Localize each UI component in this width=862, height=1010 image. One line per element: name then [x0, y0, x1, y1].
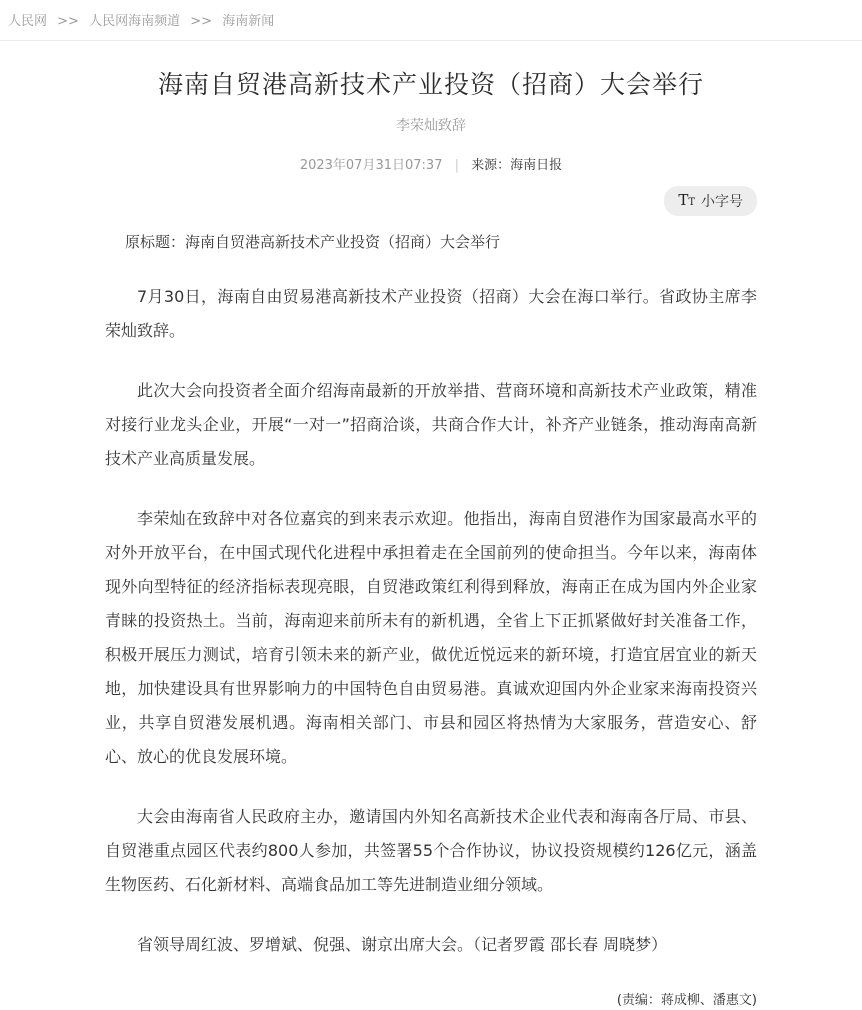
paragraph-5: 省领导周红波、罗增斌、倪强、谢京出席大会。（记者罗霞 邵长春 周晓梦） — [137, 934, 668, 954]
source-label: 来源： — [471, 157, 511, 173]
breadcrumb-separator: >> — [190, 14, 213, 29]
breadcrumb-link-hainan-channel[interactable]: 人民网海南频道 — [89, 14, 181, 29]
paragraph-3: 李荣灿在致辞中对各位嘉宾的到来表示欢迎。他指出，海南自贸港作为国家最高水平的对外开放平台，在中国式现代化进程中承担着走在全国前列的使命担当。今年以来，海南体现外向型特征的经济指标表现亮眼，自贸港政策红利得到释放，海南正在成为国内外企业家青睐的投资热土。当前，海南迎来前所未有的新机遇，全省上下正抓紧做好封关准备工作，积极开展压力测试，培育引领未来的新产业，做优近悦远来的新环境，打造宜居宜业的新天地，加快建设具有世界影响力的中国特色自由贸易港。真诚欢迎国内外企业家来海南投资兴业，共享自贸港发展机遇。海南相关部门、市县和园区将热情为大家服务，营造安心、舒心、放心的优良发展环境。 — [105, 508, 757, 766]
meta-separator: | — [454, 157, 459, 173]
small-font-button-label: 小字号 — [701, 193, 743, 210]
original-title-label: 原标题： — [125, 232, 186, 251]
article-subtitle: 李荣灿致辞 — [396, 117, 466, 134]
publish-date: 2023年07月31日07:37 — [299, 157, 443, 173]
editors-line: (责编：蒋成柳、潘惠文) — [616, 992, 757, 1008]
original-title-line — [105, 230, 757, 254]
article-header — [0, 69, 862, 216]
breadcrumb-link-hainan-news[interactable]: 海南新闻 — [222, 14, 275, 29]
paragraph-2: 此次大会向投资者全面介绍海南最新的开放举措、营商环境和高新技术产业政策，精准对接行业龙头企业，开展“一对一”招商洽谈，共商合作大计，补齐产业链条，推动海南高新技术产业高质量发展。 — [105, 380, 757, 468]
article-body — [105, 230, 757, 1010]
article-title: 海南自贸港高新技术产业投资（招商）大会举行 — [157, 70, 704, 99]
header-divider — [0, 40, 862, 41]
paragraph-1: 7月30日，海南自由贸易港高新技术产业投资（招商）大会在海口举行。省政协主席李荣灿致辞。 — [105, 286, 757, 340]
font-size-icon: TT — [678, 191, 695, 209]
breadcrumb-separator: >> — [57, 14, 79, 29]
breadcrumb — [0, 0, 862, 40]
font-size-row — [105, 186, 757, 216]
breadcrumb-link-peoples-net[interactable]: 人民网 — [8, 14, 48, 29]
article-meta — [0, 154, 862, 173]
small-font-button[interactable] — [664, 186, 757, 216]
original-title-text: 海南自贸港高新技术产业投资（招商）大会举行 — [185, 232, 501, 251]
paragraph-4: 大会由海南省人民政府主办，邀请国内外知名高新技术企业代表和海南各厅局、市县、自贸港重点园区代表约800人参加，共签署55个合作协议，协议投资规模约126亿元，涵盖生物医药、石化新材料、高端食品加工等先进制造业细分领域。 — [105, 806, 757, 894]
source-link[interactable]: 海南日报 — [510, 157, 563, 173]
